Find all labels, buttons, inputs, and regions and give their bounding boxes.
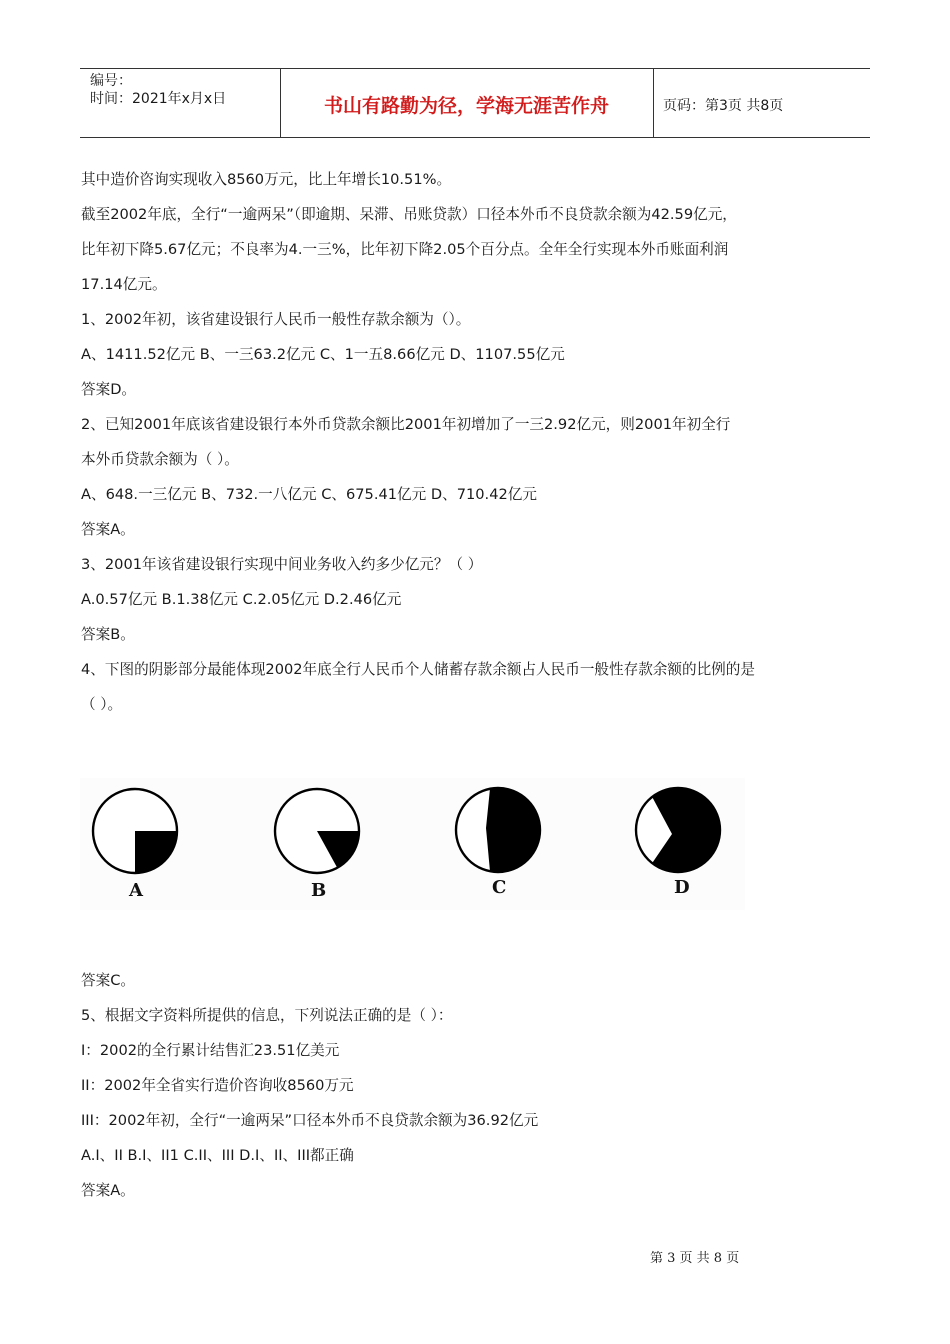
question-3-answer: 答案B。	[81, 626, 135, 643]
question-2-options: A、648.一三亿元 B、732.一八亿元 C、675.41亿元 D、710.42亿元	[81, 486, 537, 503]
pie-shaded-wedge	[135, 831, 177, 873]
pie-options-figure	[80, 778, 745, 910]
question-5: 5、根据文字资料所提供的信息，下列说法正确的是（ ）：	[81, 1007, 453, 1024]
question-5-answer: 答案A。	[81, 1182, 135, 1199]
document-number-label: 编号：	[90, 73, 132, 89]
question-4: 4、下图的阴影部分最能体现2002年底全行人民币个人储蓄存款余额占人民币一般性存款余额的比例的是	[81, 661, 755, 678]
pie-option-label: D	[674, 877, 690, 898]
question-1-options: A、1411.52亿元 B、一三63.2亿元 C、1一五8.66亿元 D、1107.55亿元	[81, 346, 565, 363]
pie-option-d	[636, 788, 720, 898]
question-1-answer: 答案D。	[81, 381, 137, 398]
pie-option-c	[456, 788, 540, 898]
question-3-options: A.0.57亿元 B.1.38亿元 C.2.05亿元 D.2.46亿元	[81, 591, 402, 608]
pie-option-label: A	[129, 880, 143, 901]
header-page-cell	[653, 69, 870, 137]
pie-option-b	[275, 789, 359, 901]
pie-option-label: C	[492, 877, 507, 898]
question-3: 3、2001年该省建设银行实现中间业务收入约多少亿元？（ ）	[81, 556, 483, 573]
text-line: 其中造价咨询实现收入8560万元，比上年增长10.51%。	[81, 171, 452, 188]
statement-2: II：2002年全省实行造价咨询收8560万元	[81, 1077, 354, 1094]
pie-option-label: B	[311, 880, 327, 901]
question-4-cont: （ ）。	[81, 696, 123, 713]
header-motto-cell	[280, 69, 654, 137]
statement-3: III：2002年初，全行“一逾两呆”口径本外币不良贷款余额为36.92亿元	[81, 1112, 539, 1129]
question-4-answer: 答案C。	[81, 972, 135, 989]
question-2: 2、已知2001年底该省建设银行本外币贷款余额比2001年初增加了一三2.92亿元，则2001年初全行	[81, 416, 731, 433]
pie-shaded-wedge	[486, 788, 540, 872]
question-2-answer: 答案A。	[81, 521, 135, 538]
header-info-cell	[80, 69, 281, 137]
text-line: 截至2002年底，全行“一逾两呆”（即逾期、呆滞、吊账贷款）口径本外币不良贷款余额为42.59亿元，	[81, 206, 737, 223]
page-footer: 第 3 页 共 8 页	[650, 1251, 740, 1266]
text-line: 17.14亿元。	[81, 276, 167, 293]
document-time-label: 时间：2021年x月x日	[90, 91, 227, 107]
motto-text: 书山有路勤为径，学海无涯苦作舟	[323, 95, 609, 117]
question-5-options: A.I、II B.I、II1 C.II、III D.I、II、III都正确	[81, 1147, 354, 1164]
pie-options-svg	[80, 778, 745, 910]
question-2-cont: 本外币贷款余额为（ ）。	[81, 451, 239, 468]
text-line: 比年初下降5.67亿元；不良率为4.一三%，比年初下降2.05个百分点。全年全行实现本外币账面利润	[81, 241, 729, 258]
page-code: 页码：第3页 共8页	[663, 98, 784, 114]
question-1: 1、2002年初，该省建设银行人民币一般性存款余额为（）。	[81, 311, 471, 328]
statement-1: I：2002的全行累计结售汇23.51亿美元	[81, 1042, 340, 1059]
page-header	[80, 68, 870, 138]
pie-option-a	[93, 789, 177, 901]
